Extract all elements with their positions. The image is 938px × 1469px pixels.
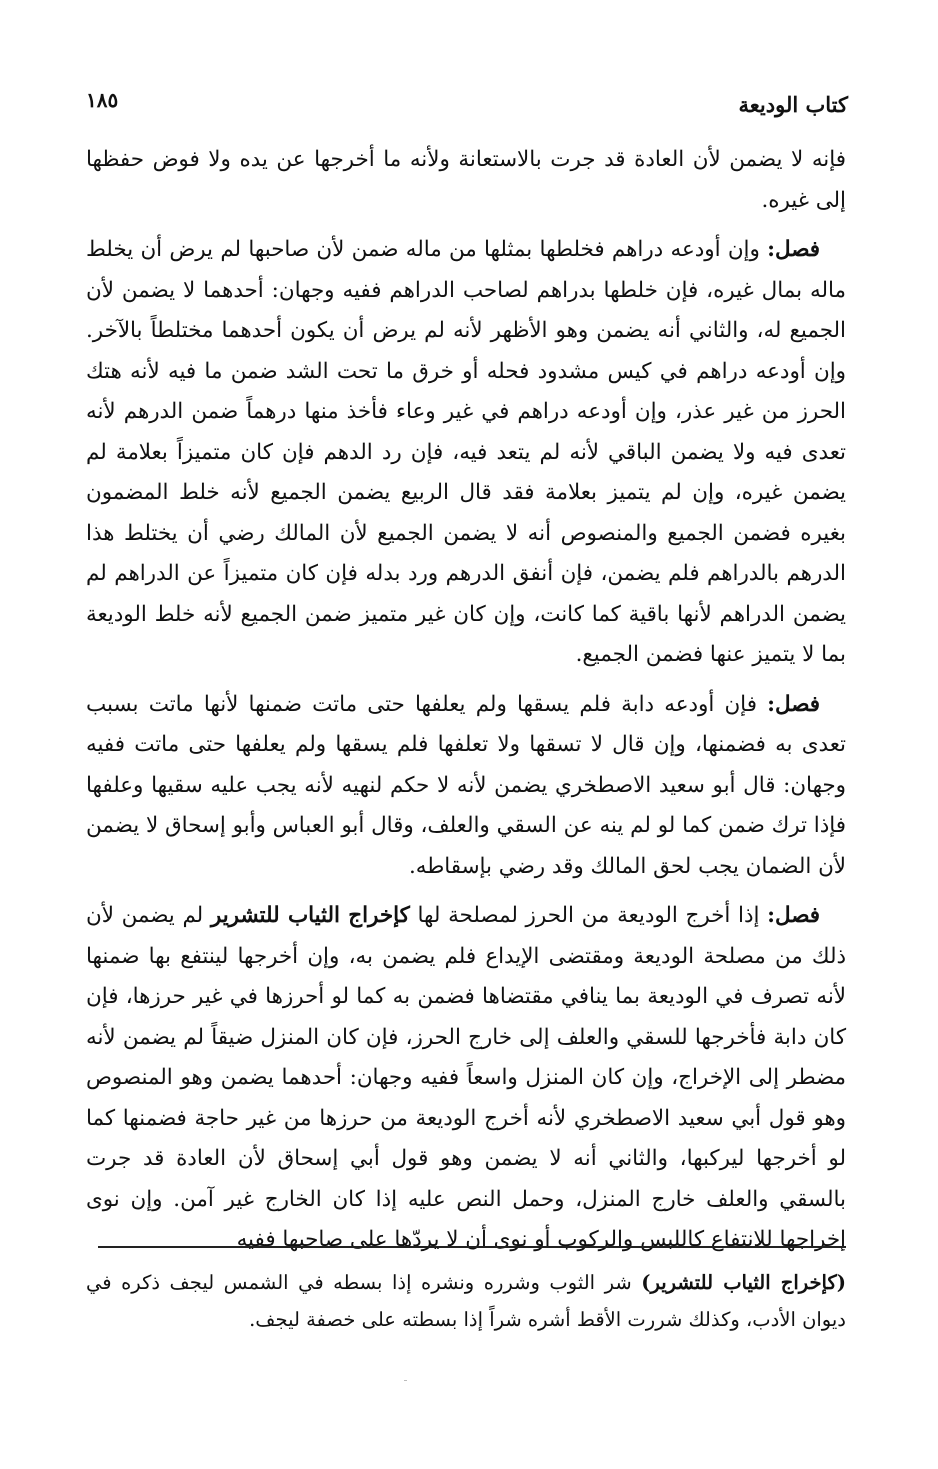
- footnote-term: (كإخراج الثياب للتشرير): [641, 1271, 846, 1294]
- paragraph: [86, 896, 846, 1261]
- footnote-divider: [98, 1246, 846, 1248]
- paragraph-text: فإنه لا يضمن لأن العادة قد جرت بالاستعانة ولأنه ما أخرجها عن يده ولا فوض حفظها إلى غيره.: [86, 147, 846, 213]
- running-header: [80, 88, 848, 124]
- paragraph: [86, 230, 846, 676]
- footnote-text: شر الثوب وشرره ونشره إذا بسطه في الشمس ليجف ذكره في ديوان الأدب، وكذلك شررت الأقط أشره شراً إذا بسطته على خصفة ليجف.: [86, 1271, 846, 1331]
- footnotes: [86, 1264, 846, 1338]
- footnoted-term: كإخراج الثياب للتشرير: [210, 903, 410, 928]
- paragraph-text-continued: لم يضمن لأن ذلك من مصلحة الوديعة ومقتضى الإيداع فلم يضمن به، وإن أخرجها لينتفع بها ضمنها لأنه تصرف في الوديعة بما ينافي مقتضاها فضمن به كما لو أحرزها في غير حرزها، فإن كان دابة فأخرجها للسقي والعلف إلى خارج الحرز، فإن كان المنزل ضيقاً لم يضمن لأنه مضطر إلى الإخراج، وإن كان المنزل واسعاً ففيه وجهان: أحدهما يضمن وهو المنصوص وهو قول أبي سعيد الاصطخري لأنه أخرج الوديعة من حرزها من غير حاجة فضمنها كما لو أخرجها ليركبها، والثاني أنه لا يضمن وهو قول أبي إسحاق لأن العادة قد جرت بالسقي والعلف خارج المنزل، وحمل النص عليه إذا كان الخارج غير آمن. وإن نوى إخراجها للانتفاع كاللبس والركوب أو نوى أن لا يردّها على صاحبها ففيه: [86, 903, 846, 1252]
- paragraph: [86, 140, 846, 221]
- book-title: كتاب الوديعة: [738, 92, 848, 117]
- footnote: [86, 1264, 846, 1338]
- section-lead: فصل:: [767, 237, 820, 262]
- paragraph-text: فإن أودعه دابة فلم يسقها ولم يعلفها حتى ماتت ضمنها لأنها ماتت بسبب تعدى به فضمنها، وإن قال لا تسقها ولا تعلفها فلم يسقها ولم يعلفها حتى ماتت ففيه وجهان: قال أبو سعيد الاصطخري يضمن لأنه لا حكم لنهيه لأنه يجب عليه سقيها وعلفها فإذا ترك ضمن كما لو لم ينه عن السقي والعلف، وقال أبو العباس وأبو إسحاق لا يضمن لأن الضمان يجب لحق المالك وقد رضي بإسقاطه.: [86, 691, 846, 879]
- section-lead: فصل:: [767, 903, 821, 928]
- paragraph-text: إذا أخرج الوديعة من الحرز لمصلحة لها: [409, 903, 768, 928]
- scan-speck: [404, 1380, 407, 1381]
- main-text: [86, 140, 846, 1261]
- section-lead: فصل:: [767, 691, 820, 717]
- paragraph-text: وإن أودعه دراهم فخلطها بمثلها من ماله ضمن لأن صاحبها لم يرض أن يخلط ماله بمال غيره، فإن خلطها بدراهم لصاحب الدراهم ففيه وجهان: أحدهما لا يضمن لأن الجميع له، والثاني أنه يضمن وهو الأظهر لأنه لم يرض أن يكون أحدهما مختلطاً بالآخر. وإن أودعه دراهم في كيس مشدود فحله أو خرق ما تحت الشد ضمن ما فيه لأنه هتك الحرز من غير عذر، وإن أودعه دراهم في غير وعاء فأخذ منها درهماً ضمن الدرهم لأنه تعدى فيه ولا يضمن الباقي لأنه لم يتعد فيه، فإن رد الدهم فإن كان متميزاً بعلامة لم يضمن غيره، وإن لم يتميز بعلامة فقد قال الربيع يضمن الجميع لأنه خلط المضمون بغيره فضمن الجميع والمنصوص أنه لا يضمن الجميع لأن المالك رضي أن يختلط هذا الدرهم بالدراهم فلم يضمن، فإن أنفق الدرهم ورد بدله فإن كان متميزاً عن الدراهم لم يضمن الدراهم لأنها باقية كما كانت، وإن كان غير متميز ضمن الجميع لأنه خلط الوديعة بما لا يتميز عنها فضمن الجميع.: [86, 237, 846, 667]
- paragraph: [86, 685, 846, 888]
- page-number: ١٨٥: [86, 88, 119, 112]
